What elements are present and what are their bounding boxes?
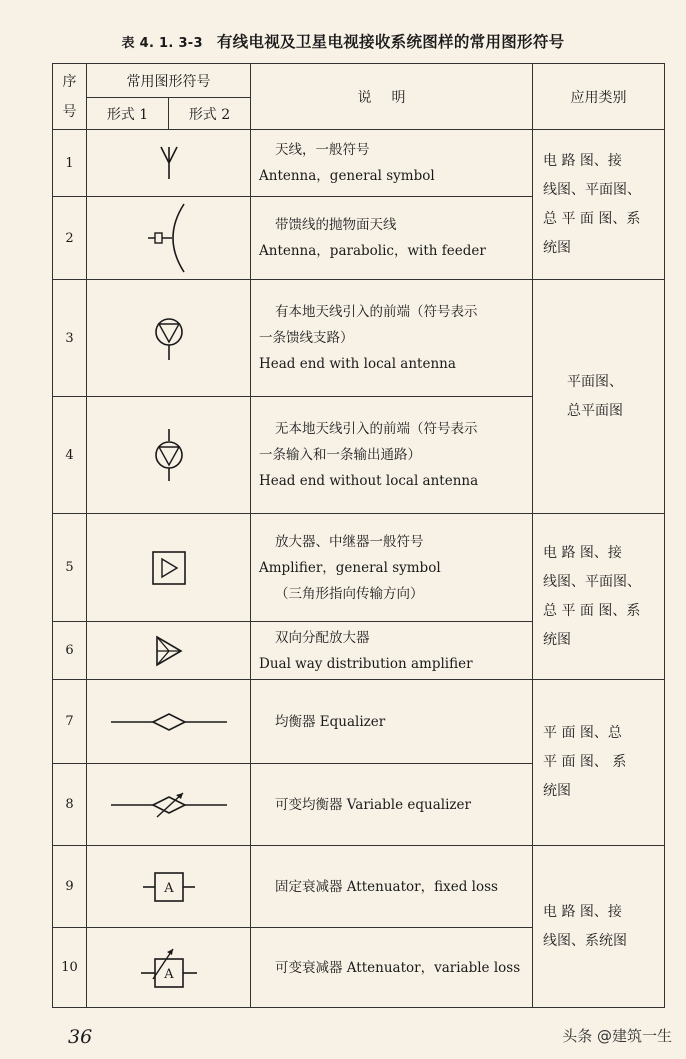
- table-row: [53, 130, 665, 197]
- table-row: [53, 846, 665, 928]
- antenna-parabolic-icon: [144, 200, 194, 276]
- head-end-local-antenna-icon: [149, 314, 189, 362]
- row-desc-zh-cont: 一条输入和一条输出通路）: [259, 447, 421, 463]
- row-desc-zh: 天线，一般符号: [275, 142, 370, 158]
- table-row: [53, 680, 665, 764]
- table-title: [0, 30, 686, 52]
- row-desc-en: Dual way distribution amplifier: [259, 655, 473, 672]
- row-desc-zh: 均衡器 Equalizer: [275, 713, 386, 730]
- row-desc-en: Antenna，general symbol: [259, 168, 435, 184]
- row-number: 10: [53, 928, 87, 1008]
- row-desc-zh-cont: 一条馈线支路）: [259, 330, 354, 346]
- table-row: [53, 280, 665, 397]
- antenna-general-icon: [149, 143, 189, 183]
- row-number: 9: [53, 846, 87, 928]
- header-category: 应用类别: [533, 64, 665, 130]
- row-desc-en: Amplifier，general symbol: [259, 559, 441, 576]
- row-desc-zh: 可变均衡器 Variable equalizer: [275, 796, 471, 813]
- symbol-table: [52, 63, 665, 1008]
- table-row: [53, 514, 665, 622]
- row-number: 8: [53, 764, 87, 846]
- row-number: 6: [53, 622, 87, 680]
- row-number: 3: [53, 280, 87, 397]
- row-number: 7: [53, 680, 87, 764]
- category-cell: 电 路 图、接 线图、平面图、 总 平 面 图、系 统图: [533, 130, 665, 280]
- row-desc-zh: 带馈线的抛物面天线: [275, 217, 397, 233]
- table-number: 表 4. 1. 3-3: [121, 36, 203, 51]
- row-desc-note: （三角形指向传输方向）: [275, 585, 424, 602]
- attenuator-label: A: [163, 880, 174, 896]
- row-number: 1: [53, 130, 87, 197]
- header-seq: 序号: [53, 64, 87, 130]
- attenuator-fixed-icon: [141, 869, 197, 905]
- row-desc-zh: 有本地天线引入的前端（符号表示: [275, 304, 478, 320]
- row-desc-zh: 可变衰减器 Attenuator，variable loss: [275, 959, 521, 976]
- amplifier-icon: [149, 548, 189, 588]
- page-number: 36: [68, 1026, 93, 1048]
- row-desc-en: Antenna，parabolic，with feeder: [259, 243, 486, 259]
- dual-way-amplifier-icon: [151, 631, 187, 671]
- row-desc-zh: 无本地天线引入的前端（符号表示: [275, 421, 478, 437]
- row-desc-en: Head end without local antenna: [259, 473, 479, 489]
- attenuator-label: A: [163, 966, 174, 982]
- row-number: 2: [53, 197, 87, 280]
- category-cell: 平 面 图、总 平 面 图、 系 统图: [533, 680, 665, 846]
- attenuator-variable-icon: [139, 945, 199, 991]
- row-number: 4: [53, 397, 87, 514]
- row-desc-zh: 固定衰减器 Attenuator，fixed loss: [275, 878, 498, 895]
- table-caption: 有线电视及卫星电视接收系统图样的常用图形符号: [216, 33, 565, 51]
- row-desc-en: Head end with local antenna: [259, 356, 456, 372]
- variable-equalizer-icon: [109, 789, 229, 821]
- category-cell: 电 路 图、接 线图、平面图、 总 平 面 图、系 统图: [533, 514, 665, 680]
- header-form2: 形式 2: [169, 98, 251, 130]
- equalizer-icon: [109, 710, 229, 734]
- row-number: 5: [53, 514, 87, 622]
- head-end-no-local-antenna-icon: [149, 427, 189, 483]
- header-form1: 形式 1: [87, 98, 169, 130]
- row-desc-zh: 双向分配放大器: [275, 629, 370, 646]
- watermark: 头条 @建筑一生: [562, 1027, 672, 1045]
- row-desc-zh: 放大器、中继器一般符号: [275, 533, 424, 550]
- header-description: 说明: [251, 64, 533, 130]
- category-cell: 电 路 图、接 线图、系统图: [533, 846, 665, 1008]
- category-cell: 平面图、 总平面图: [533, 280, 665, 514]
- header-symbol-group: 常用图形符号: [87, 64, 251, 98]
